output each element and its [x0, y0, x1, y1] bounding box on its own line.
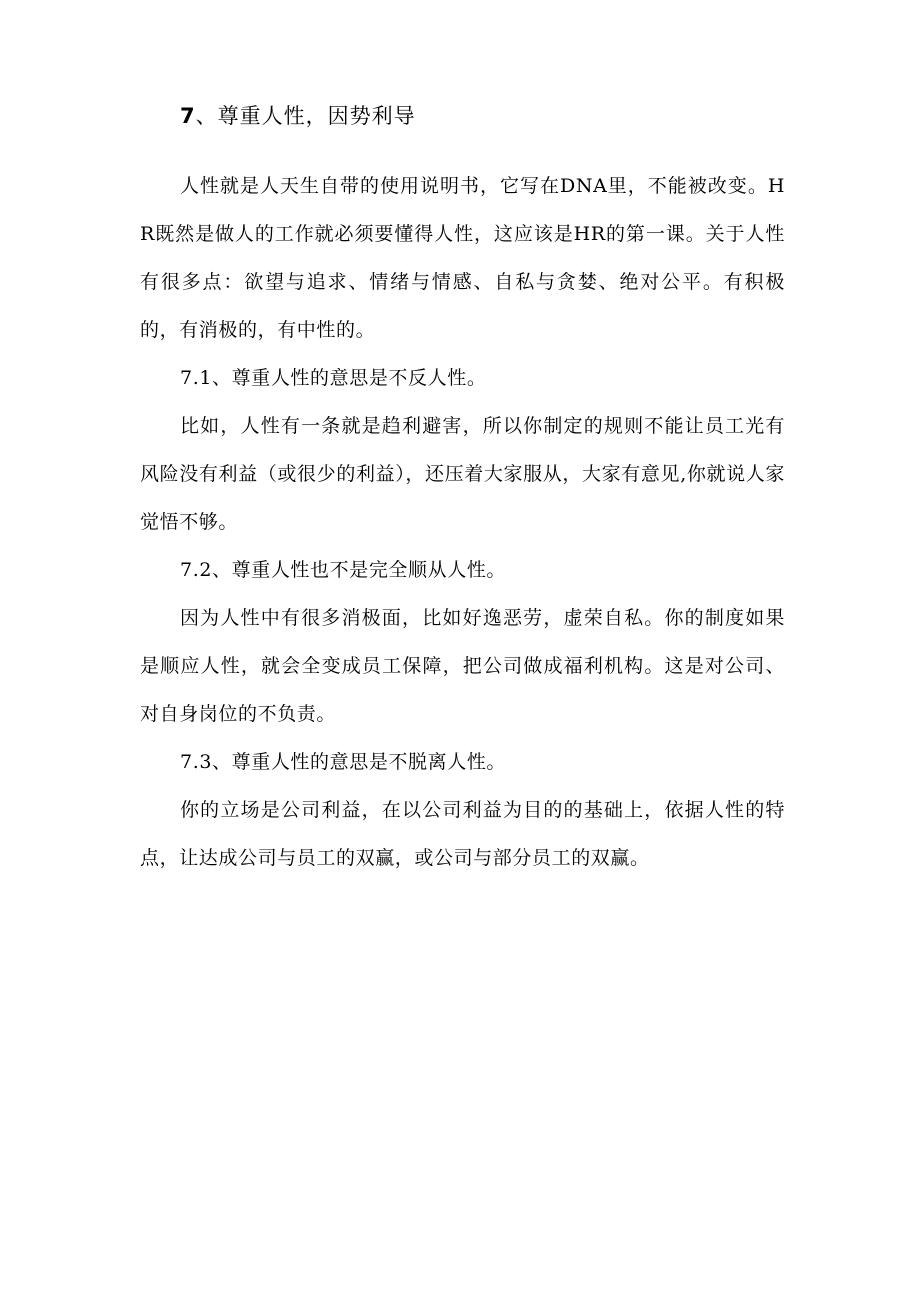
section-title-text: 、尊重人性，因势利导 — [195, 104, 416, 128]
document-content — [140, 98, 785, 882]
section-number: 7 — [180, 104, 196, 128]
section-title — [180, 98, 785, 134]
intro-paragraph: 人性就是人天生自带的使用说明书，它写在DNA里，不能被改变。HR既然是做人的工作就必须要懂得人性，这应该是HR的第一课。关于人性有很多点：欲望与追求、情绪与情感、自私与贪婪、绝对公平。有积极的，有消极的，有中性的。 — [140, 175, 785, 341]
subsection-heading-7-3: 7.3、尊重人性的意思是不脱离人性。 — [180, 751, 507, 773]
subsection-body-7-2: 因为人性中有很多消极面，比如好逸恶劳，虚荣自私。你的制度如果是顺应人性，就会全变成员工保障，把公司做成福利机构。这是对公司、对自身岗位的不负责。 — [140, 607, 785, 725]
subsection-heading-7-1: 7.1、尊重人性的意思是不反人性。 — [180, 367, 487, 389]
subsection-heading-7-2: 7.2、尊重人性也不是完全顺从人性。 — [180, 559, 507, 581]
subsection-body-7-3: 你的立场是公司利益，在以公司利益为目的的基础上，依据人性的特点，让达成公司与员工的双赢，或公司与部分员工的双赢。 — [140, 799, 785, 869]
subsection-body-7-1: 比如，人性有一条就是趋利避害，所以你制定的规则不能让员工光有风险没有利益（或很少的利益），还压着大家服从，大家有意见,你就说人家觉悟不够。 — [140, 415, 785, 533]
